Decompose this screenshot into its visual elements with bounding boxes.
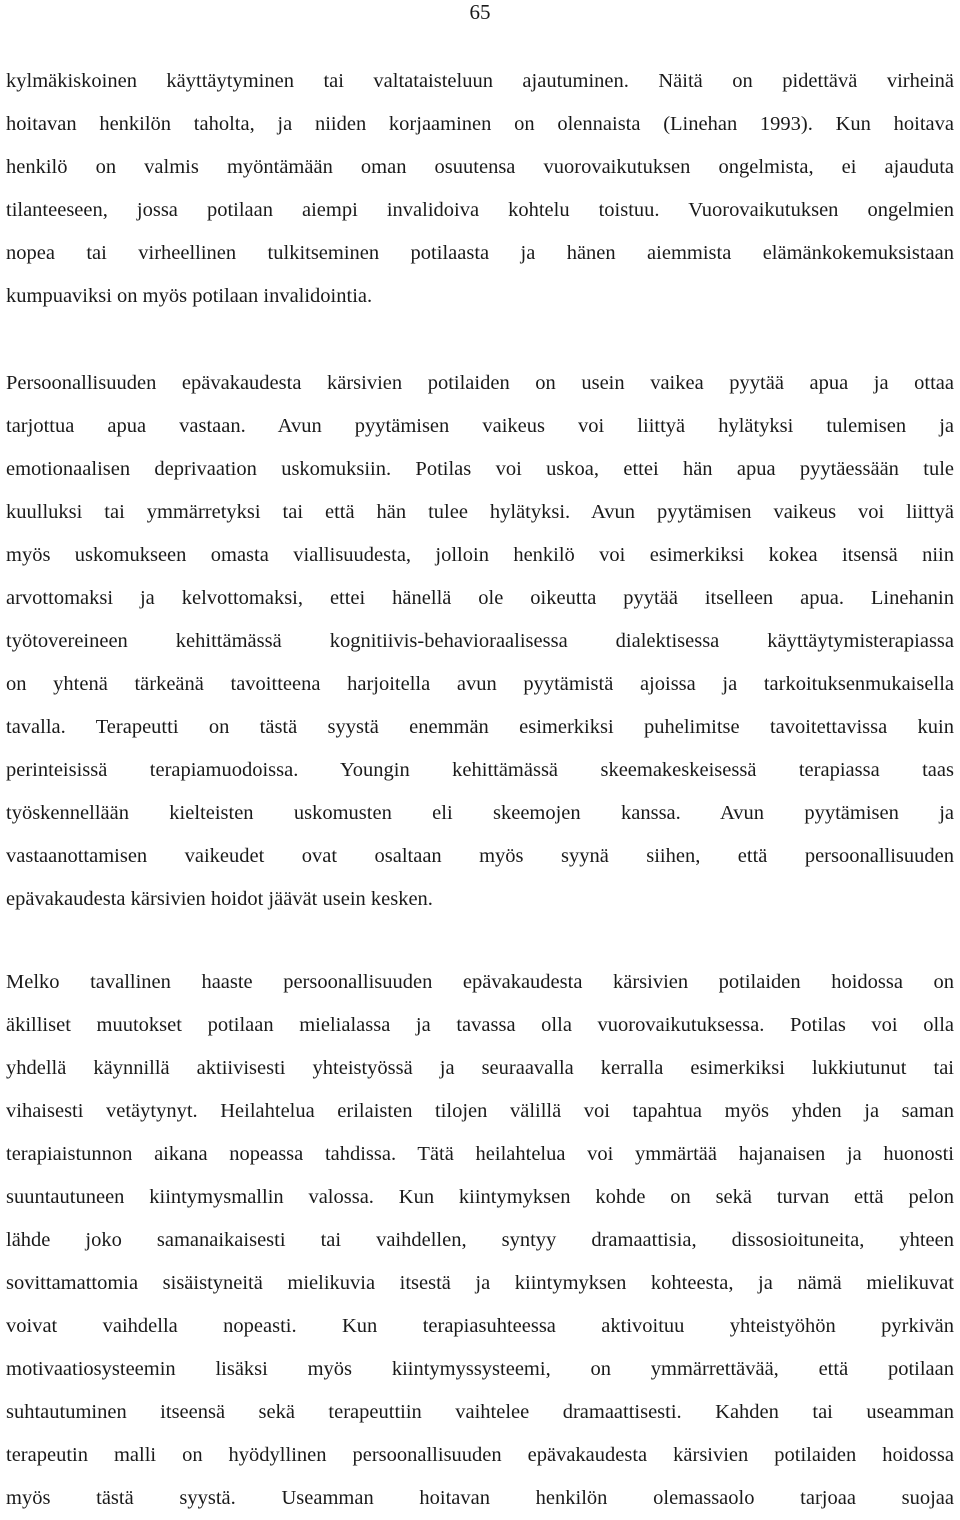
text-line: arvottomaksi ja kelvottomaksi, ettei hänellä ole oikeutta pyytää itselleen apua. Linehanin <box>6 587 954 609</box>
text-line: nopea tai virheellinen tulkitseminen potilaasta ja hänen aiemmista elämänkokemuksistaan <box>6 242 954 264</box>
text-line: hoitavan henkilön taholta, ja niiden korjaaminen on olennaista (Linehan 1993). Kun hoitava <box>6 113 954 135</box>
text-line: työskennellään kielteisten uskomusten eli skeemojen kanssa. Avun pyytämisen ja <box>6 802 954 824</box>
text-line: voivat vaihdella nopeasti. Kun terapiasuhteessa aktivoituu yhteistyöhön pyrkivän <box>6 1315 954 1337</box>
text-line: tarjottua apua vastaan. Avun pyytämisen vaikeus voi liittyä hylätyksi tulemisen ja <box>6 415 954 437</box>
text-line: äkilliset muutokset potilaan mielialassa ja tavassa olla vuorovaikutuksessa. Potilas voi olla <box>6 1014 954 1036</box>
text-line: myös uskomukseen omasta viallisuudesta, jolloin henkilö voi esimerkiksi kokea itsensä niin <box>6 544 954 566</box>
text-line: kylmäkiskoinen käyttäytyminen tai valtataisteluun ajautuminen. Näitä on pidettävä virheinä <box>6 70 954 92</box>
text-line: kuulluksi tai ymmärretyksi tai että hän tulee hylätyksi. Avun pyytämisen vaikeus voi liittyä <box>6 501 954 523</box>
text-line: lähde joko samanaikaisesti tai vaihdellen, syntyy dramaattisia, dissosioituneita, yhteen <box>6 1229 954 1251</box>
text-line: tilanteeseen, jossa potilaan aiempi invalidoiva kohtelu toistuu. Vuorovaikutuksen ongelmien <box>6 199 954 221</box>
text-line: työtovereineen kehittämässä kognitiivis-behavioraalisessa dialektisessa käyttäytymisterapiassa <box>6 630 954 652</box>
text-line: suhtautuminen itseensä sekä terapeuttiin vaihtelee dramaattisesti. Kahden tai useamman <box>6 1401 954 1423</box>
text-line: terapiaistunnon aikana nopeassa tahdissa. Tätä heilahtelua voi ymmärtää hajanaisen ja huonosti <box>6 1143 954 1165</box>
text-line: terapeutin malli on hyödyllinen persoonallisuuden epävakaudesta kärsivien potilaiden hoidossa <box>6 1444 954 1466</box>
text-line: Persoonallisuuden epävakaudesta kärsivien potilaiden on usein vaikea pyytää apua ja ottaa <box>6 372 954 394</box>
text-line: myös tästä syystä. Useamman hoitavan henkilön olemassaolo tarjoaa suojaa <box>6 1487 954 1509</box>
paragraph-3 <box>6 961 954 1520</box>
text-line: vastaanottamisen vaikeudet ovat osaltaan myös syynä siihen, että persoonallisuuden <box>6 845 954 867</box>
paragraph-1 <box>6 60 954 318</box>
text-line: epävakaudesta kärsivien hoidot jäävät usein kesken. <box>6 888 433 910</box>
text-line: emotionaalisen deprivaation uskomuksiin. Potilas voi uskoa, ettei hän apua pyytäessään tule <box>6 458 954 480</box>
page-number: 65 <box>469 0 491 24</box>
text-line: sovittamattomia sisäistyneitä mielikuvia itsestä ja kiintymyksen kohteesta, ja nämä mielikuvat <box>6 1272 954 1294</box>
text-line: vihaisesti vetäytynyt. Heilahtelua erilaisten tilojen välillä voi tapahtua myös yhden ja saman <box>6 1100 954 1122</box>
text-line: suuntautuneen kiintymysmallin valossa. Kun kiintymyksen kohde on sekä turvan että pelon <box>6 1186 954 1208</box>
text-line: perinteisissä terapiamuodoissa. Youngin kehittämässä skeemakeskeisessä terapiassa taas <box>6 759 954 781</box>
text-line: Melko tavallinen haaste persoonallisuuden epävakaudesta kärsivien potilaiden hoidossa on <box>6 971 954 993</box>
paragraph-2 <box>6 362 954 921</box>
text-line: tavalla. Terapeutti on tästä syystä enemmän esimerkiksi puhelimitse tavoitettavissa kuin <box>6 716 954 738</box>
text-line: on yhtenä tärkeänä tavoitteena harjoitella avun pyytämistä ajoissa ja tarkoituksenmukaisella <box>6 673 954 695</box>
text-line: yhdellä käynnillä aktiivisesti yhteistyössä ja seuraavalla kerralla esimerkiksi lukkiutunut tai <box>6 1057 954 1079</box>
text-line: motivaatiosysteemin lisäksi myös kiintymyssysteemi, on ymmärrettävää, että potilaan <box>6 1358 954 1380</box>
text-line: henkilö on valmis myöntämään oman osuutensa vuorovaikutuksen ongelmista, ei ajauduta <box>6 156 954 178</box>
text-line: kumpuaviksi on myös potilaan invalidointia. <box>6 285 373 307</box>
